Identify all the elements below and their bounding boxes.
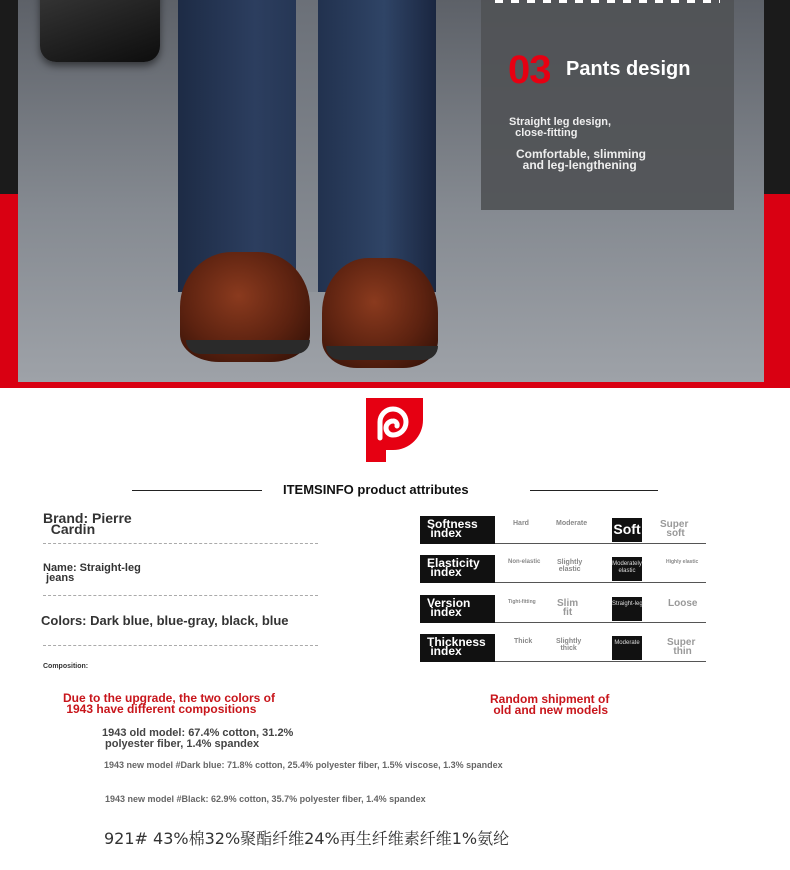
feature-title: Pants design bbox=[566, 58, 691, 80]
dashed-divider bbox=[495, 0, 720, 3]
heading-rule-left bbox=[132, 490, 262, 491]
hero-banner bbox=[0, 0, 790, 388]
index-option: Highly elastic bbox=[666, 559, 699, 565]
new-model-black-composition: 1943 new model #Black: 62.9% cotton, 35.7% polyester fiber, 1.4% spandex bbox=[105, 794, 426, 804]
briefcase-image bbox=[40, 0, 160, 62]
dashed-separator bbox=[43, 595, 318, 596]
colors-attribute: Colors: Dark blue, blue-gray, black, blue bbox=[41, 613, 289, 628]
index-option: Super thin bbox=[667, 637, 696, 657]
jeans-image bbox=[178, 0, 436, 292]
old-model-composition: 1943 old model: 67.4% cotton, 31.2% polyester fiber, 1.4% spandex bbox=[102, 727, 294, 750]
softness-index-row bbox=[420, 516, 706, 544]
model-921-composition: 921# 43%棉32%聚酯纤维24%再生纤维素纤维1%氨纶 bbox=[104, 829, 510, 848]
version-index-row bbox=[420, 595, 706, 623]
dashed-separator bbox=[43, 645, 318, 646]
index-option-selected: Moderate bbox=[612, 636, 642, 660]
index-option: Loose bbox=[668, 598, 698, 609]
index-label: Version index bbox=[420, 595, 495, 623]
random-shipment-note: Random shipment of old and new models bbox=[490, 692, 610, 717]
index-label: Thickness index bbox=[420, 634, 495, 662]
new-model-dark-blue-composition: 1943 new model #Dark blue: 71.8% cotton, 25.4% polyester fiber, 1.5% viscose, 1.3% spandex bbox=[104, 760, 503, 770]
index-option: Thick bbox=[514, 638, 533, 645]
section-title: ITEMSINFO product attributes bbox=[283, 482, 469, 497]
elasticity-index-row bbox=[420, 555, 706, 583]
index-option: Hard bbox=[513, 520, 529, 527]
index-option-selected: Moderately elastic bbox=[612, 557, 642, 581]
index-option: Super soft bbox=[660, 519, 689, 539]
index-option: Slim fit bbox=[557, 598, 579, 618]
heading-rule-right bbox=[530, 490, 658, 491]
feature-line-1: Straight leg design, close-fitting bbox=[509, 116, 612, 139]
index-label: Elasticity index bbox=[420, 555, 495, 583]
thickness-index-row bbox=[420, 634, 706, 662]
feature-line-2: Comfortable, slimming and leg-lengthening bbox=[516, 147, 647, 172]
composition-label: Composition: bbox=[43, 663, 89, 670]
brand-attribute: Brand: Pierre Cardin bbox=[43, 510, 132, 537]
index-option: Non-elastic bbox=[508, 559, 541, 565]
index-option: Moderate bbox=[556, 520, 588, 527]
feature-card bbox=[481, 0, 734, 210]
index-option: Slightly thick bbox=[556, 638, 582, 652]
index-option-selected: Straight-leg bbox=[612, 597, 642, 621]
index-option-selected: Soft bbox=[612, 518, 642, 542]
index-option: Slightly elastic bbox=[557, 559, 583, 573]
brand-logo-icon bbox=[366, 398, 423, 462]
index-label: Softness index bbox=[420, 516, 495, 544]
name-attribute: Name: Straight-leg jeans bbox=[43, 562, 141, 584]
dashed-separator bbox=[43, 543, 318, 544]
index-option: Tight-fitting bbox=[508, 599, 536, 605]
upgrade-note: Due to the upgrade, the two colors of 1943 have different compositions bbox=[63, 691, 276, 716]
feature-number: 03 bbox=[508, 48, 551, 92]
